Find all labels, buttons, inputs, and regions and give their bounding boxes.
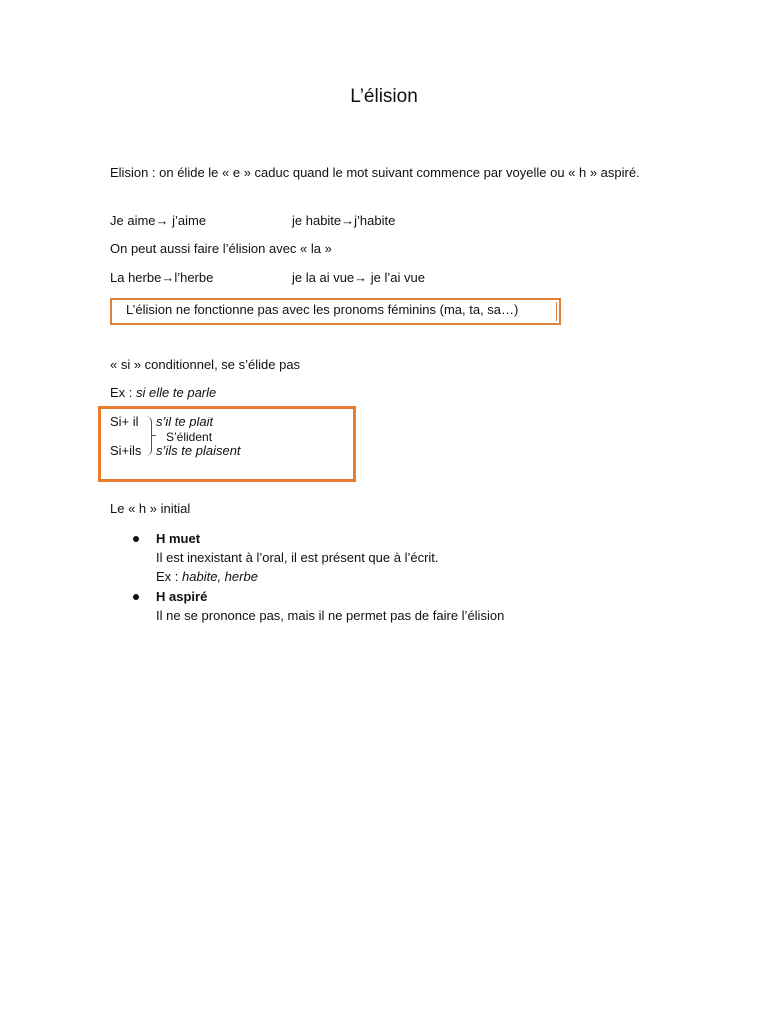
h-aspire-description: Il ne se prononce pas, mais il ne permet pas de faire l’élision	[156, 608, 505, 623]
note-la: On peut aussi faire l’élision avec « la »	[110, 241, 332, 256]
h-muet-example	[156, 568, 258, 586]
h-muet-title: H muet	[156, 531, 201, 546]
h-muet-example-prefix: Ex :	[156, 569, 179, 584]
example-je-la-ai-vue: je la ai vue→ je l’ai vue	[292, 270, 425, 285]
h-muet-description: Il est inexistant à l’oral, il est présent que à l’écrit.	[156, 550, 439, 565]
page-title: L’élision	[350, 86, 418, 107]
si-il-example: s’il te plait	[156, 417, 214, 428]
example-la-herbe: La herbe→l’herbe	[110, 270, 214, 285]
si-il-label: Si+ il	[110, 414, 139, 429]
example-je-habite: je habite→j’habite	[292, 213, 396, 228]
brace-shape	[145, 416, 152, 456]
si-ils-example: s’ils te plaisent	[156, 443, 241, 458]
feminine-pronoun-note: L’élision ne fonctionne pas avec les pronoms féminins (ma, ta, sa…)	[126, 302, 519, 317]
h-initial-heading: Le « h » initial	[110, 501, 191, 516]
h-muet-example-text: habite, herbe	[182, 569, 258, 584]
si-ils-label: Si+ils	[110, 443, 142, 458]
si-example-text: si elle te parle	[136, 385, 217, 400]
si-example	[110, 384, 216, 402]
si-heading: « si » conditionnel, se s’élide pas	[110, 357, 301, 372]
intro-paragraph: Elision : on élide le « e » caduc quand le mot suivant commence par voyelle ou « h » aspiré.	[110, 165, 640, 180]
si-example-prefix: Ex :	[110, 385, 133, 400]
h-aspire-title: H aspiré	[156, 589, 208, 604]
bullet-dot	[133, 594, 139, 600]
bullet-dot	[133, 536, 139, 542]
selident-label: S’élident	[166, 430, 213, 444]
example-je-aime: Je aime→ j’aime	[110, 213, 207, 228]
